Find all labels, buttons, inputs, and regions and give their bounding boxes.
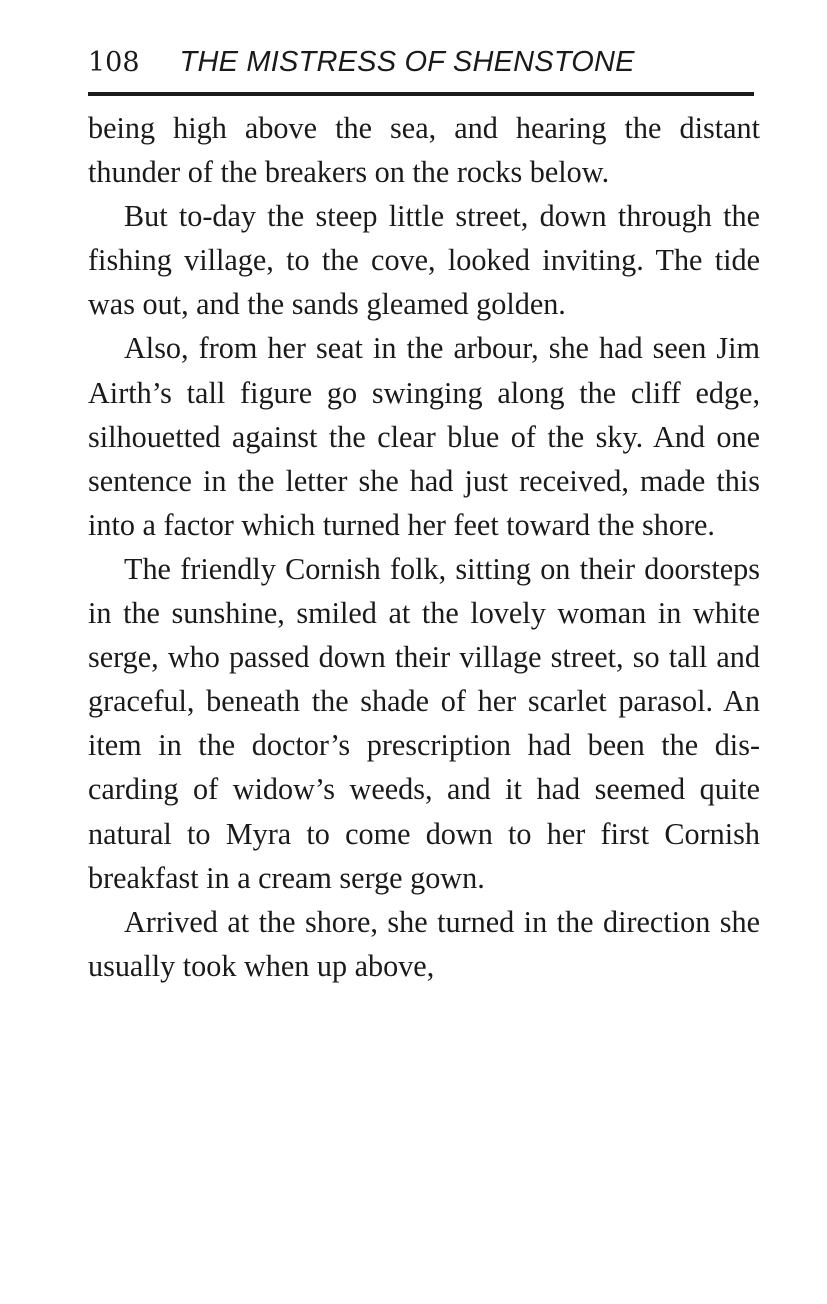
book-title: THE MISTRESS OF SHENSTONE [179,46,635,78]
paragraph: But to-day the steep little street, down through the fishing village, to the cove, looked inviting. The tide was out, and the sands gleamed golden. [88,199,760,322]
header-rule [88,92,754,96]
paragraph-continued: being high above the sea, and hearing the distant thunder of the breakers on the rocks below. [88,111,760,190]
paragraph: The friendly Cornish folk, sitting on their doorsteps in the sunshine, smiled at the lovely woman in white serge, who passed down their village street, so tall and graceful, beneath the shade of her scarlet parasol. An item in the doctor’s prescription had been the dis-carding of widow’s weeds, and it had seemed quite natural to Myra to come down to her first Cornish breakfast in a cream serge gown. [88,551,760,895]
book-page [88,40,760,988]
page-body [88,106,760,988]
running-head [88,40,760,84]
paragraph: Also, from her seat in the arbour, she had seen Jim Airth’s tall figure go swinging along the cliff edge, silhouetted against the clear blue of the sky. And one sentence in the letter she had just received, made this into a factor which turned her feet toward the shore. [88,331,760,542]
paragraph-last: Arrived at the shore, she turned in the direction she usually took when up above, [88,904,760,983]
page-number: 108 [88,47,140,78]
